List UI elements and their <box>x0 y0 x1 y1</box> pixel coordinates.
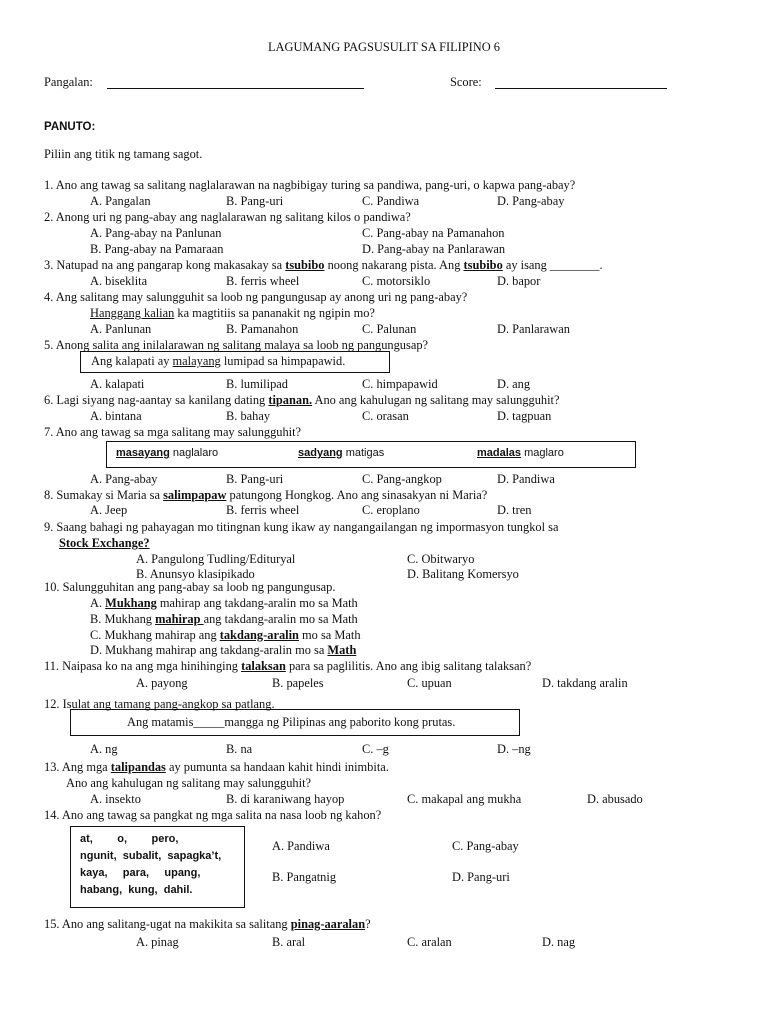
question-11: 11. Naipasa ko na ang mga hinihinging talaksan para sa paglilitis. Ano ang ibig salitang talaksan? <box>44 659 532 673</box>
question-5: 5. Anong salita ang inilalarawan ng salitang malaya sa loob ng pangungusap? <box>44 338 429 352</box>
q6-choice-b[interactable]: B. bahay <box>226 409 271 423</box>
q14-choice-a[interactable]: A. Pandiwa <box>272 839 330 853</box>
question-14: 14. Ano ang tawag sa pangkat ng mga salita na nasa loob ng kahon? <box>44 808 382 822</box>
q9-choice-c[interactable]: C. Obitwaryo <box>407 552 475 566</box>
q13-choice-d[interactable]: D. abusado <box>587 792 643 806</box>
q3-choice-c[interactable]: C. motorsiklo <box>362 274 431 288</box>
q6-choice-d[interactable]: D. tagpuan <box>497 409 552 423</box>
score-label: Score: <box>450 75 482 89</box>
q12-choice-a[interactable]: A. ng <box>90 742 118 756</box>
q11-choice-a[interactable]: A. payong <box>136 676 188 690</box>
q14-box-line-1: at, o, pero, <box>80 833 179 845</box>
q2-choice-d[interactable]: D. Pang-abay na Panlarawan <box>362 242 506 256</box>
q1-choice-c[interactable]: C. Pandiwa <box>362 194 420 208</box>
question-12: 12. Isulat ang tamang pang-angkop sa patlang. <box>44 697 275 711</box>
q12-choice-b[interactable]: B. na <box>226 742 253 756</box>
q2-choice-b[interactable]: B. Pang-abay na Pamaraan <box>90 242 224 256</box>
q7-choice-b[interactable]: B. Pang-uri <box>226 472 284 486</box>
q1-choice-d[interactable]: D. Pang-abay <box>497 194 565 208</box>
instructions-heading: PANUTO: <box>44 121 96 133</box>
question-2: 2. Anong uri ng pang-abay ang naglalarawan ng salitang kilos o pandiwa? <box>44 210 411 224</box>
page-title: LAGUMANG PAGSUSULIT SA FILIPINO 6 <box>267 40 500 54</box>
q14-box-line-4: habang, kung, dahil. <box>80 884 193 896</box>
q8-choice-c[interactable]: C. eroplano <box>362 503 420 517</box>
q1-choice-a[interactable]: A. Pangalan <box>90 194 151 208</box>
q7-phrase-2: sadyang matigas <box>298 447 385 459</box>
q6-choice-a[interactable]: A. bintana <box>90 409 142 423</box>
q8-target-word: salimpapaw <box>163 488 227 502</box>
q2-choice-c[interactable]: C. Pang-abay na Pamanahon <box>362 226 505 240</box>
q13-choice-a[interactable]: A. insekto <box>90 792 141 806</box>
q15-target-word: pinag-aaralan <box>290 917 366 931</box>
q11-choice-b[interactable]: B. papeles <box>272 676 324 690</box>
question-4: 4. Ang salitang may salungguhit sa loob ng pangungusap ay anong uri ng pang-abay? <box>44 290 468 304</box>
q12-choice-c[interactable]: C. –g <box>362 742 389 756</box>
q14-box-line-3: kaya, para, upang, <box>80 867 201 879</box>
q14-box-line-2: ngunit, subalit, sapagka’t, <box>80 850 222 862</box>
q3-target-word: tsubibo <box>285 258 325 272</box>
q5-choice-d[interactable]: D. ang <box>497 377 531 391</box>
q13-target-word: talipandas <box>110 760 166 774</box>
q2-choice-a[interactable]: A. Pang-abay na Panlunan <box>90 226 222 240</box>
q15-choice-c[interactable]: C. aralan <box>407 935 452 949</box>
q3-choice-a[interactable]: A. biseklita <box>90 274 148 288</box>
q14-choice-d[interactable]: D. Pang-uri <box>452 870 510 884</box>
q11-choice-d[interactable]: D. takdang aralin <box>542 676 628 690</box>
q9-choice-a[interactable]: A. Pangulong Tudling/Edituryal <box>136 552 296 566</box>
q5-choice-c[interactable]: C. himpapawid <box>362 377 438 391</box>
q7-choice-a[interactable]: A. Pang-abay <box>90 472 158 486</box>
q8-choice-b[interactable]: B. ferris wheel <box>226 503 300 517</box>
q7-choice-d[interactable]: D. Pandiwa <box>497 472 555 486</box>
q9-topic: Stock Exchange? <box>59 536 150 550</box>
q10-choice-d[interactable]: D. Mukhang mahirap ang takdang-aralin mo sa Math <box>90 643 357 657</box>
q6-target-word: tipanan. <box>268 393 313 407</box>
q6-choice-c[interactable]: C. orasan <box>362 409 409 423</box>
q13-choice-c[interactable]: C. makapal ang mukha <box>407 792 522 806</box>
question-8: 8. Sumakay si Maria sa salimpapaw patungong Hongkog. Ano ang sinasakyan ni Maria? <box>44 488 488 502</box>
question-15: 15. Ano ang salitang-ugat na makikita sa salitang pinag-aaralan? <box>44 917 371 931</box>
q3-target-word-repeat: tsubibo <box>463 258 503 272</box>
q15-choice-d[interactable]: D. nag <box>542 935 576 949</box>
question-1: 1. Ano ang tawag sa salitang naglalarawan na nagbibigay turing sa pandiwa, pang-uri, o kapwa pang-abay? <box>44 178 576 192</box>
score-blank-line[interactable] <box>495 88 667 89</box>
q12-box-sentence: Ang matamis_____mangga ng Pilipinas ang paborito kong prutas. <box>127 715 456 729</box>
q12-choice-d[interactable]: D. –ng <box>497 742 531 756</box>
question-9: 9. Saang bahagi ng pahayagan mo titingnan kung ikaw ay nangangailangan ng impormasyon tungkol sa <box>44 520 559 534</box>
q5-choice-b[interactable]: B. lumilipad <box>226 377 288 391</box>
instructions-text: Piliin ang titik ng tamang sagot. <box>44 147 203 161</box>
q15-choice-a[interactable]: A. pinag <box>136 935 179 949</box>
question-13: 13. Ang mga talipandas ay pumunta sa handaan kahit hindi inimbita. <box>44 760 389 774</box>
q14-choice-b[interactable]: B. Pangatnig <box>272 870 337 884</box>
question-7: 7. Ano ang tawag sa mga salitang may salungguhit? <box>44 425 302 439</box>
q4-sentence: Hanggang kalian ka magtitiis sa pananakit ng ngipin mo? <box>90 306 375 320</box>
question-10: 10. Salungguhitan ang pang-abay sa loob ng pangungusap. <box>44 580 336 594</box>
q4-choice-d[interactable]: D. Panlarawan <box>497 322 570 336</box>
q10-choice-a[interactable]: A. Mukhang mahirap ang takdang-aralin mo sa Math <box>90 596 358 610</box>
q5-box-sentence: Ang kalapati ay malayang lumipad sa himpapawid. <box>91 354 346 368</box>
question-13-line-2: Ano ang kahulugan ng salitang may salungguhit? <box>66 776 312 790</box>
q9-choice-d[interactable]: D. Balitang Komersyo <box>407 567 519 581</box>
name-label: Pangalan: <box>44 75 93 89</box>
q7-choice-c[interactable]: C. Pang-angkop <box>362 472 442 486</box>
q11-target-word: talaksan <box>241 659 286 673</box>
q4-choice-b[interactable]: B. Pamanahon <box>226 322 299 336</box>
q10-choice-b[interactable]: B. Mukhang mahirap ang takdang-aralin mo sa Math <box>90 612 358 626</box>
q5-choice-a[interactable]: A. kalapati <box>90 377 145 391</box>
q4-choice-c[interactable]: C. Palunan <box>362 322 417 336</box>
q11-choice-c[interactable]: C. upuan <box>407 676 452 690</box>
q3-choice-b[interactable]: B. ferris wheel <box>226 274 300 288</box>
q7-phrase-1: masayang naglalaro <box>116 447 219 459</box>
question-6: 6. Lagi siyang nag-aantay sa kanilang dating tipanan. Ano ang kahulugan ng salitang may salungguhit? <box>44 393 560 407</box>
q7-phrase-3: madalas maglaro <box>477 447 564 459</box>
q8-choice-a[interactable]: A. Jeep <box>90 503 128 517</box>
q15-choice-b[interactable]: B. aral <box>272 935 306 949</box>
q9-choice-b[interactable]: B. Anunsyo klasipikado <box>136 567 255 581</box>
q8-choice-d[interactable]: D. tren <box>497 503 532 517</box>
q4-choice-a[interactable]: A. Panlunan <box>90 322 152 336</box>
q3-choice-d[interactable]: D. bapor <box>497 274 541 288</box>
q14-choice-c[interactable]: C. Pang-abay <box>452 839 519 853</box>
q10-choice-c[interactable]: C. Mukhang mahirap ang takdang-aralin mo sa Math <box>90 628 361 642</box>
q13-choice-b[interactable]: B. di karaniwang hayop <box>226 792 345 806</box>
question-3: 3. Natupad na ang pangarap kong makasakay sa tsubibo noong nakarang pista. Ang tsubibo ay isang ________. <box>44 258 603 272</box>
q1-choice-b[interactable]: B. Pang-uri <box>226 194 284 208</box>
name-blank-line[interactable] <box>107 88 364 89</box>
